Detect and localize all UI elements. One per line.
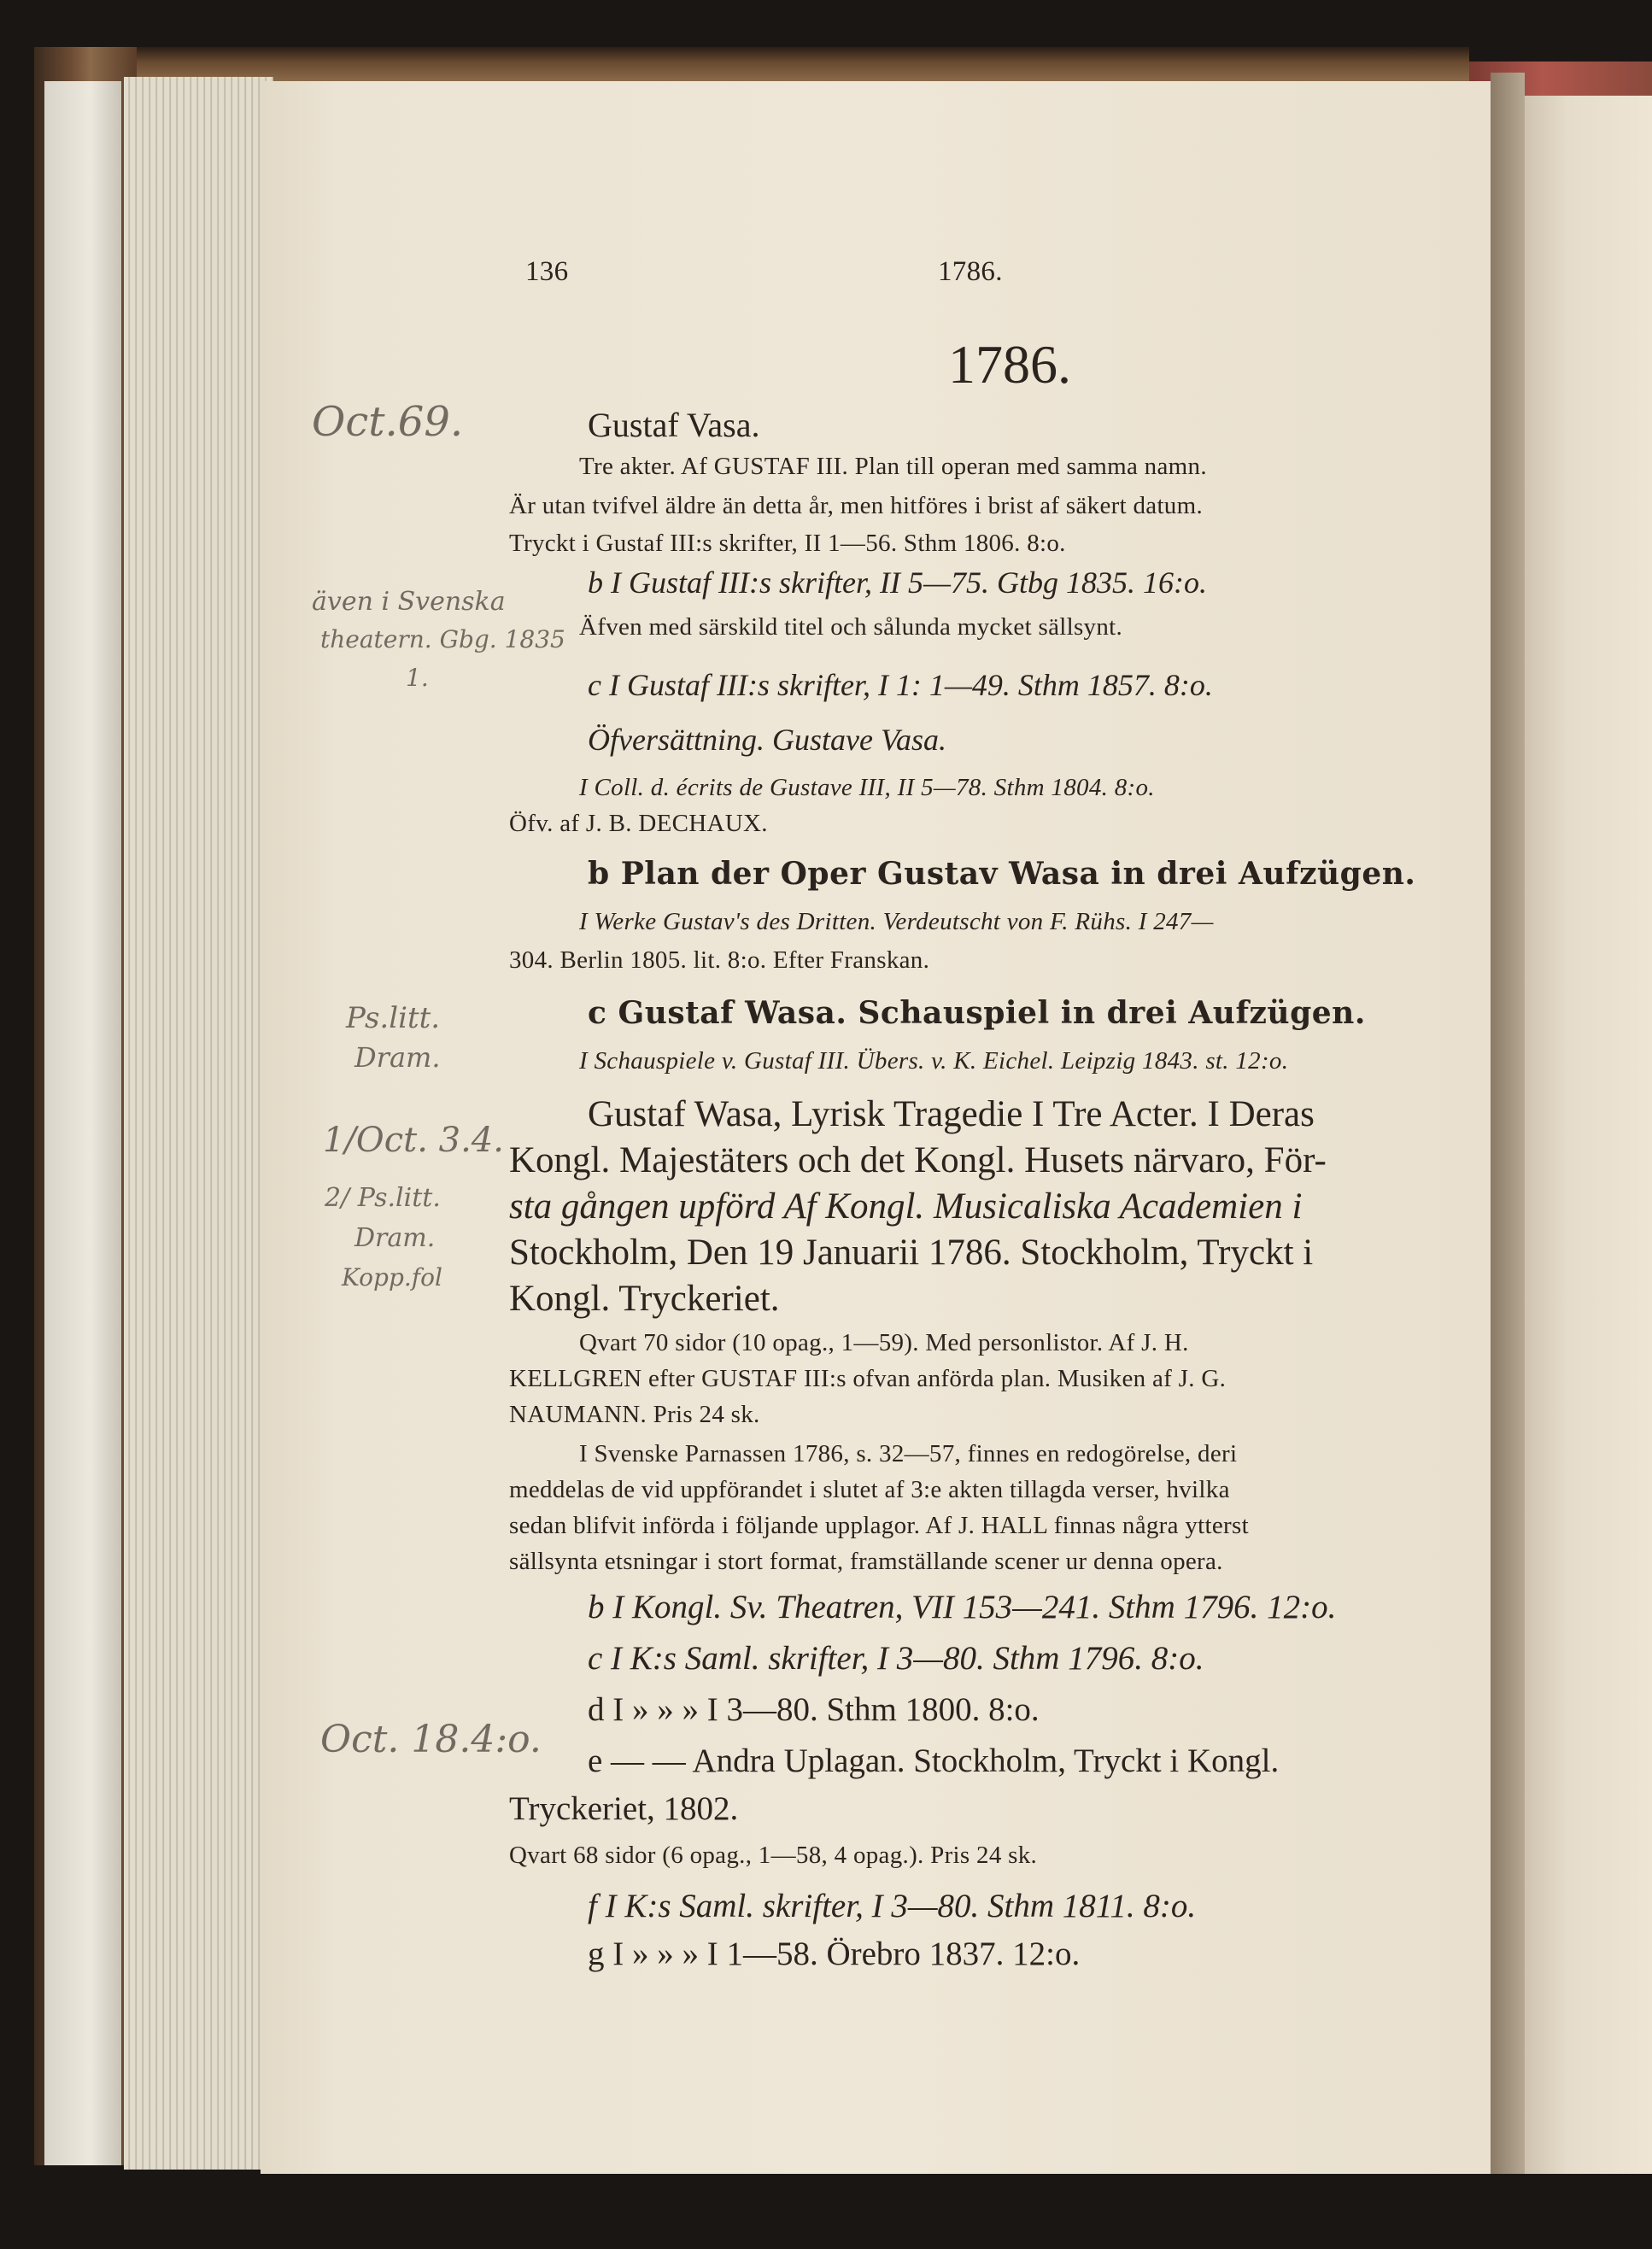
note-line: Är utan tvifvel äldre än detta år, men hitföres i brist af säkert datum. (509, 492, 1204, 519)
note-line: sedan blifvit införda i följande upplagor. Af J. HALL finnas några ytterst (509, 1512, 1249, 1539)
running-title: 1786. (938, 256, 1003, 287)
margin-note: Oct. 18.4:o. (320, 1718, 542, 1761)
margin-note: Dram. (354, 1041, 441, 1074)
wasa-line: Gustaf Wasa, Lyrisk Tragedie I Tre Acter. I Deras (588, 1094, 1315, 1134)
edition-line: Tryckeriet, 1802. (509, 1790, 739, 1827)
note-line: NAUMANN. Pris 24 sk. (509, 1401, 760, 1428)
note-line: I Schauspiele v. Gustaf III. Übers. v. K. Eichel. Leipzig 1843. st. 12:o. (579, 1047, 1289, 1075)
margin-note: Kopp.fol (342, 1263, 442, 1291)
note-line: Qvart 68 sidor (6 opag., 1—58, 4 opag.). Pris 24 sk. (509, 1842, 1038, 1869)
fraktur-title: c Gustaf Wasa. Schauspiel in drei Aufzügen. (588, 995, 1366, 1031)
page-number: 136 (525, 256, 569, 287)
translation-heading: Öfversättning. Gustave Vasa. (588, 723, 946, 757)
note-line: 304. Berlin 1805. lit. 8:o. Efter Franskan. (509, 946, 930, 974)
edition-line: f I K:s Saml. skrifter, I 3—80. Sthm 1811. 8:o. (588, 1888, 1197, 1924)
note-line: meddelas de vid uppförandet i slutet af 3:e akten tillagda verser, hvilka (509, 1476, 1230, 1503)
note-line: I Svenske Parnassen 1786, s. 32—57, finnes en redogörelse, deri (579, 1440, 1238, 1467)
edition-line: e — — Andra Uplagan. Stockholm, Tryckt i Kongl. (588, 1742, 1280, 1779)
note-line: KELLGREN efter GUSTAF III:s ofvan anförda plan. Musiken af J. G. (509, 1365, 1227, 1392)
note-line: I Werke Gustav's des Dritten. Verdeutscht von F. Rühs. I 247— (579, 908, 1214, 935)
note-line: Äfven med särskild titel och sålunda mycket sällsynt. (579, 613, 1123, 641)
wasa-line: Kongl. Tryckeriet. (509, 1279, 780, 1319)
edition-line: b I Gustaf III:s skrifter, II 5—75. Gtbg 1835. 16:o. (588, 565, 1207, 600)
edition-line: c I K:s Saml. skrifter, I 3—80. Sthm 1796. 8:o. (588, 1640, 1204, 1677)
wasa-line: Kongl. Majestäters och det Kongl. Husets närvaro, För- (509, 1140, 1327, 1180)
note-line: Tre akter. Af GUSTAF III. Plan till operan med samma namn. (579, 453, 1207, 480)
entry-title: Gustaf Vasa. (588, 406, 760, 444)
note-line: Tryckt i Gustaf III:s skrifter, II 1—56. Sthm 1806. 8:o. (509, 530, 1066, 557)
margin-note: även i Svenska (312, 587, 506, 617)
edition-line: b I Kongl. Sv. Theatren, VII 153—241. Sthm 1796. 12:o. (588, 1589, 1337, 1625)
year-heading: 1786. (948, 334, 1071, 395)
wasa-line: sta gången upförd Af Kongl. Musicaliska Academien i (509, 1186, 1303, 1227)
edition-line: c I Gustaf III:s skrifter, I 1: 1—49. Sthm 1857. 8:o. (588, 668, 1213, 702)
margin-note: theatern. Gbg. 1835 (320, 625, 565, 653)
note-line: Qvart 70 sidor (10 opag., 1—59). Med personlistor. Af J. H. (579, 1329, 1189, 1356)
fraktur-title: b Plan der Oper Gustav Wasa in drei Aufzügen. (588, 856, 1416, 892)
margin-note: 1. (406, 664, 429, 692)
wasa-line: Stockholm, Den 19 Januarii 1786. Stockholm, Tryckt i (509, 1233, 1314, 1273)
edition-line: d I » » » I 3—80. Sthm 1800. 8:o. (588, 1691, 1040, 1728)
margin-note: Dram. (354, 1223, 436, 1253)
note-line: Öfv. af J. B. DECHAUX. (509, 810, 768, 837)
margin-note: Oct.69. (312, 398, 464, 446)
note-line: I Coll. d. écrits de Gustave III, II 5—78. Sthm 1804. 8:o. (579, 774, 1155, 801)
margin-note: 1/Oct. 3.4. (323, 1121, 504, 1160)
margin-note: Ps.litt. (346, 1001, 441, 1035)
note-line: sällsynta etsningar i stort format, framställande scener ur denna opera. (509, 1548, 1223, 1575)
margin-note: 2/ Ps.litt. (325, 1183, 441, 1213)
edition-line: g I » » » I 1—58. Örebro 1837. 12:o. (588, 1936, 1081, 1972)
